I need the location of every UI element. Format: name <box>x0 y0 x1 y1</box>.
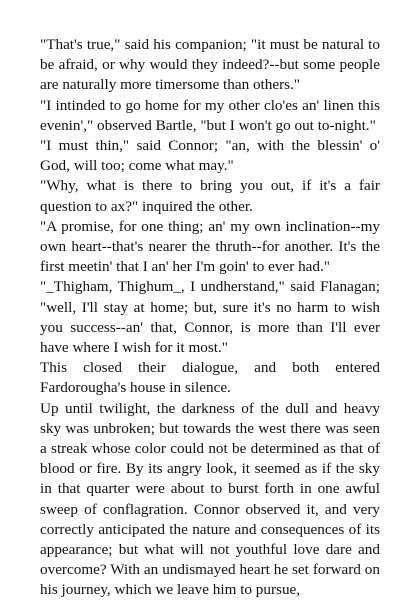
paragraph-bartle-remark: "I intinded to go home for my other clo'es an' linen this evenin'," observed Bartle, "but I won't go out to-night." <box>40 96 380 134</box>
paragraph-question: "Why, what is there to bring you out, if it's a fair question to ax?" inquired the other. <box>40 177 380 215</box>
paragraph-promise: "A promise, for one thing; an' my own inclination--my own heart--that's nearer the thruth--for another. It's the first meetin' that I an' her I'm goin' to ever had." <box>40 217 380 276</box>
paragraph-connor-resolve: "I must thin," said Connor; "an, with the blessin' o' God, will too; come what may." <box>40 137 380 175</box>
paragraph-twilight-narration: Up until twilight, the darkness of the dull and heavy sky was unbroken; but towards the west there was seen a streak whose color could not be determined as that of blood or fire. By its angry look, it seemed as if the sky in that quarter were about to burst forth in one awful sweep of conflagration. Connor observed it, and very correctly anticipated the nature and consequences of its appearance; but what will not youthful love dare and overcome? With an undismayed heart he set forward on his journey, which we leave him to pursue, <box>40 399 380 599</box>
paragraph-dialogue-close: This closed their dialogue, and both entered Fardorougha's house in silence. <box>40 359 380 397</box>
paragraph-flanagan-reply: "_Thigham, Thighum_, I undherstand," said Flanagan; "well, I'll stay at home; but, sure it's no harm to wish you success--an' that, Connor, is more than I'll ever have where I wish for it most." <box>40 278 380 357</box>
paragraph-companion-reply: "That's true," said his companion; "it must be natural to be afraid, or why would they indeed?--but some people are naturally more timersome than others." <box>40 36 380 94</box>
book-page <box>40 35 380 601</box>
